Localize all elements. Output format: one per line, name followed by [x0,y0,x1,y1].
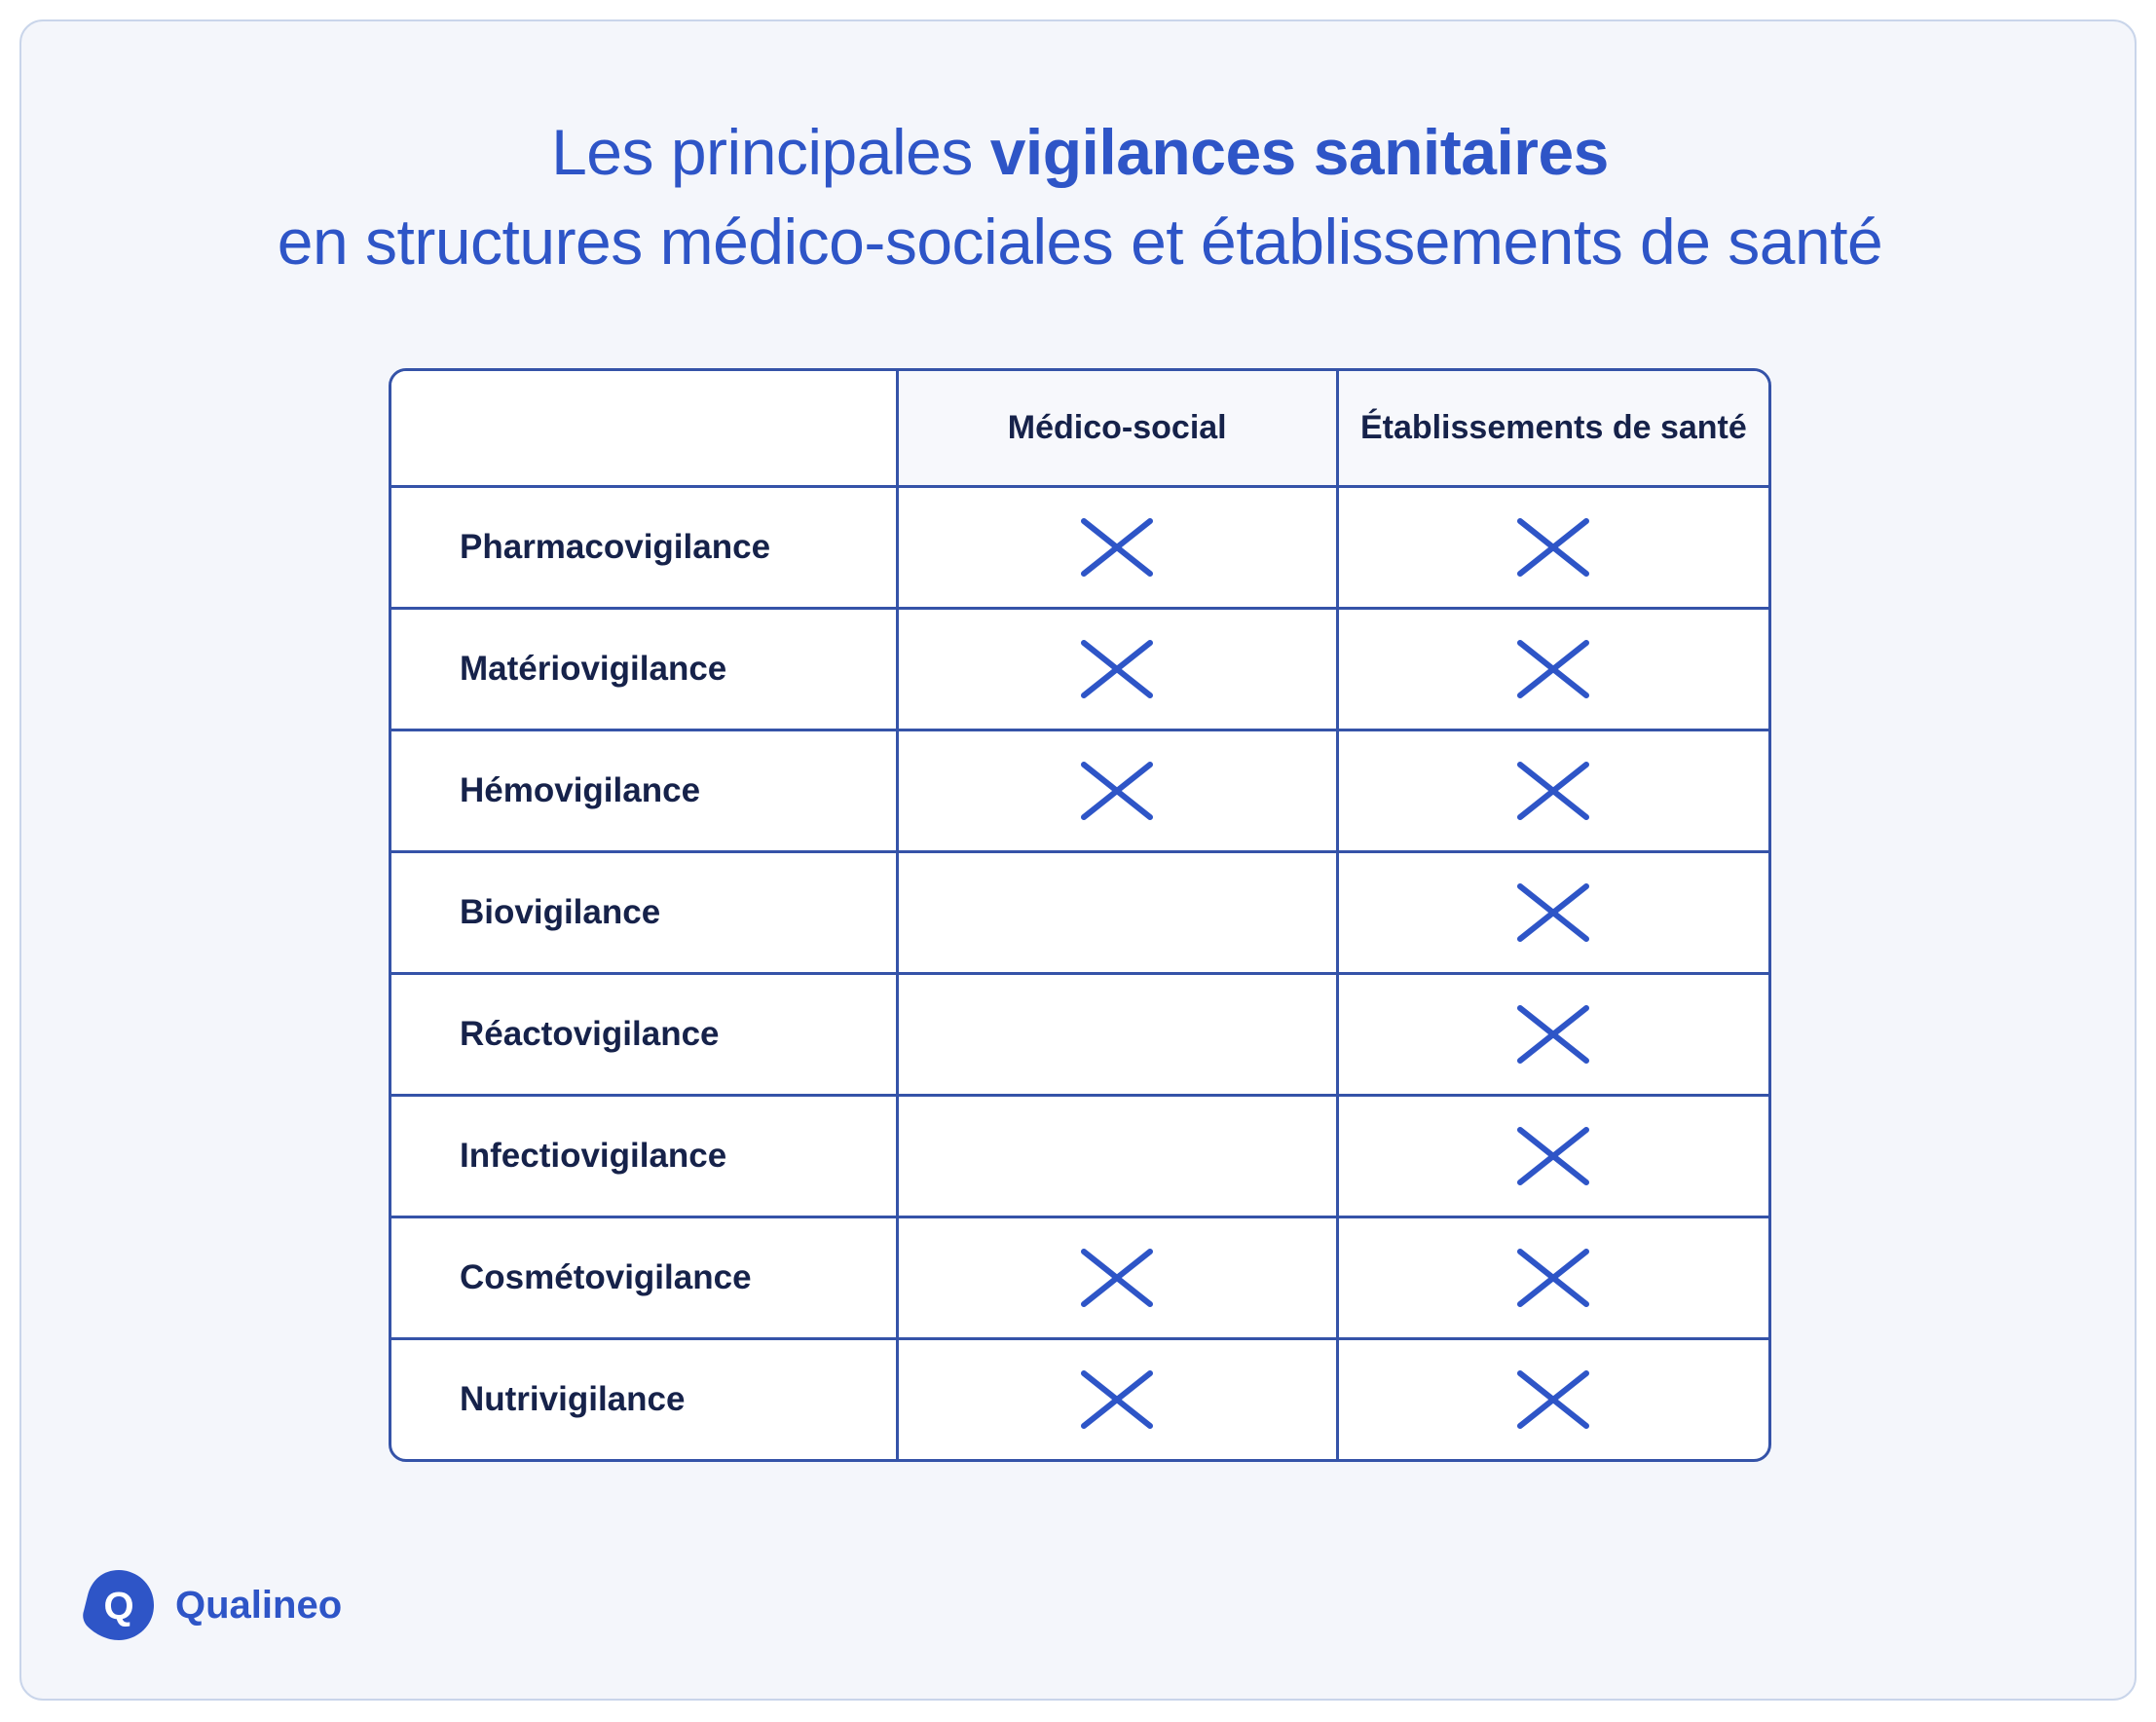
row-label: Nutrivigilance [391,1340,899,1459]
cross-icon [1516,1126,1590,1186]
table-row [391,610,1768,731]
table-row [391,488,1768,610]
cell-etablissements-sante [1339,1218,1768,1340]
table-row [391,731,1768,853]
title-highlight: vigilances sanitaires [989,116,1609,188]
brand [80,1564,342,1646]
cell-etablissements-sante [1339,731,1768,853]
header-etablissements-sante: Établissements de santé [1339,371,1768,488]
cell-medico-social [899,1340,1339,1459]
cross-icon [1080,1248,1154,1308]
cell-medico-social [899,1097,1339,1218]
cross-icon [1516,761,1590,821]
cell-medico-social [899,488,1339,610]
cell-medico-social [899,610,1339,731]
cell-medico-social [899,975,1339,1097]
row-label: Infectiovigilance [391,1097,899,1218]
cell-etablissements-sante [1339,610,1768,731]
header-corner-cell [391,371,899,488]
cross-icon [1516,639,1590,699]
row-label: Pharmacovigilance [391,488,899,610]
brand-name: Qualineo [175,1583,343,1627]
cross-icon [1516,882,1590,943]
cross-icon [1080,639,1154,699]
cell-etablissements-sante [1339,1340,1768,1459]
row-label: Biovigilance [391,853,899,975]
table-row [391,853,1768,975]
title-line-2: en structures médico-sociales et établissements de santé [277,206,1883,278]
cell-etablissements-sante [1339,1097,1768,1218]
row-label: Réactovigilance [391,975,899,1097]
row-label: Hémovigilance [391,731,899,853]
table-row [391,1340,1768,1459]
cell-medico-social [899,731,1339,853]
qualineo-logo-icon [80,1566,158,1644]
cross-icon [1516,1248,1590,1308]
cell-etablissements-sante [1339,975,1768,1097]
table-row [391,1097,1768,1218]
row-label: Matériovigilance [391,610,899,731]
cross-icon [1516,1004,1590,1065]
table-row [391,975,1768,1097]
cell-etablissements-sante [1339,853,1768,975]
cell-medico-social [899,1218,1339,1340]
cross-icon [1080,761,1154,821]
title-regular: Les principales [551,116,990,188]
cell-medico-social [899,853,1339,975]
cross-icon [1516,1369,1590,1430]
title-line-1 [21,107,2138,197]
vigilance-table [389,368,1771,1462]
cross-icon [1516,517,1590,578]
cross-icon [1080,517,1154,578]
logo-letter: Q [103,1585,134,1628]
cell-etablissements-sante [1339,488,1768,610]
header-medico-social: Médico-social [899,371,1339,488]
table-row [391,1218,1768,1340]
page-title [21,107,2138,286]
infographic-card [19,19,2137,1701]
cross-icon [1080,1369,1154,1430]
table-header-row [391,371,1768,488]
row-label: Cosmétovigilance [391,1218,899,1340]
